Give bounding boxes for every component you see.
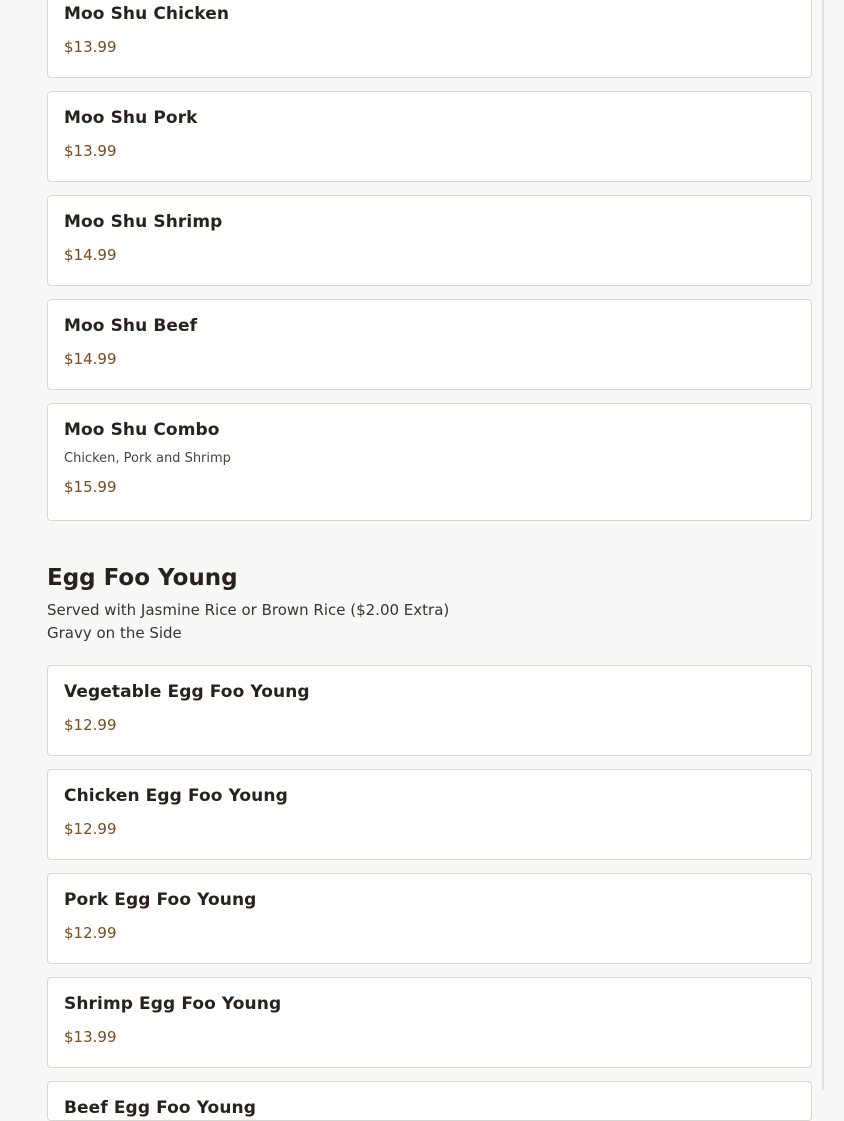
scroll-edge-divider bbox=[822, 0, 824, 1090]
menu-item-card[interactable] bbox=[47, 403, 812, 521]
menu-item-name: Moo Shu Shrimp bbox=[64, 212, 223, 232]
menu-item-card[interactable] bbox=[47, 665, 812, 756]
menu-item-card[interactable] bbox=[47, 0, 812, 78]
section-header bbox=[47, 563, 812, 645]
menu-item-price: $12.99 bbox=[64, 716, 117, 734]
menu-item-price: $12.99 bbox=[64, 820, 117, 838]
menu-item-name: Moo Shu Combo bbox=[64, 420, 220, 440]
menu-item-card[interactable] bbox=[47, 977, 812, 1068]
menu-item-card[interactable] bbox=[47, 769, 812, 860]
menu-item-price: $14.99 bbox=[64, 350, 117, 368]
menu-item-description: Chicken, Pork and Shrimp bbox=[64, 451, 231, 466]
section-note: Served with Jasmine Rice or Brown Rice ($2.00 Extra) bbox=[47, 601, 450, 619]
menu-item-name: Moo Shu Pork bbox=[64, 108, 198, 128]
menu-content bbox=[47, 0, 812, 1121]
menu-item-price: $13.99 bbox=[64, 1028, 117, 1046]
menu-item-card[interactable] bbox=[47, 1081, 812, 1121]
menu-item-name: Moo Shu Beef bbox=[64, 316, 198, 336]
menu-item-price: $13.99 bbox=[64, 38, 117, 56]
section-title: Egg Foo Young bbox=[47, 565, 238, 591]
menu-item-name: Pork Egg Foo Young bbox=[64, 890, 257, 910]
menu-item-card[interactable] bbox=[47, 873, 812, 964]
menu-item-price: $12.99 bbox=[64, 924, 117, 942]
menu-item-card[interactable] bbox=[47, 195, 812, 286]
menu-item-price: $13.99 bbox=[64, 142, 117, 160]
menu-item-name: Beef Egg Foo Young bbox=[64, 1098, 257, 1118]
menu-item-name: Vegetable Egg Foo Young bbox=[64, 682, 310, 702]
menu-item-name: Moo Shu Chicken bbox=[64, 4, 230, 24]
menu-item-card[interactable] bbox=[47, 91, 812, 182]
section-note: Gravy on the Side bbox=[47, 624, 182, 642]
menu-item-price: $14.99 bbox=[64, 246, 117, 264]
menu-item-price: $15.99 bbox=[64, 478, 117, 496]
menu-item-name: Chicken Egg Foo Young bbox=[64, 786, 288, 806]
menu-item-name: Shrimp Egg Foo Young bbox=[64, 994, 282, 1014]
menu-item-card[interactable] bbox=[47, 299, 812, 390]
